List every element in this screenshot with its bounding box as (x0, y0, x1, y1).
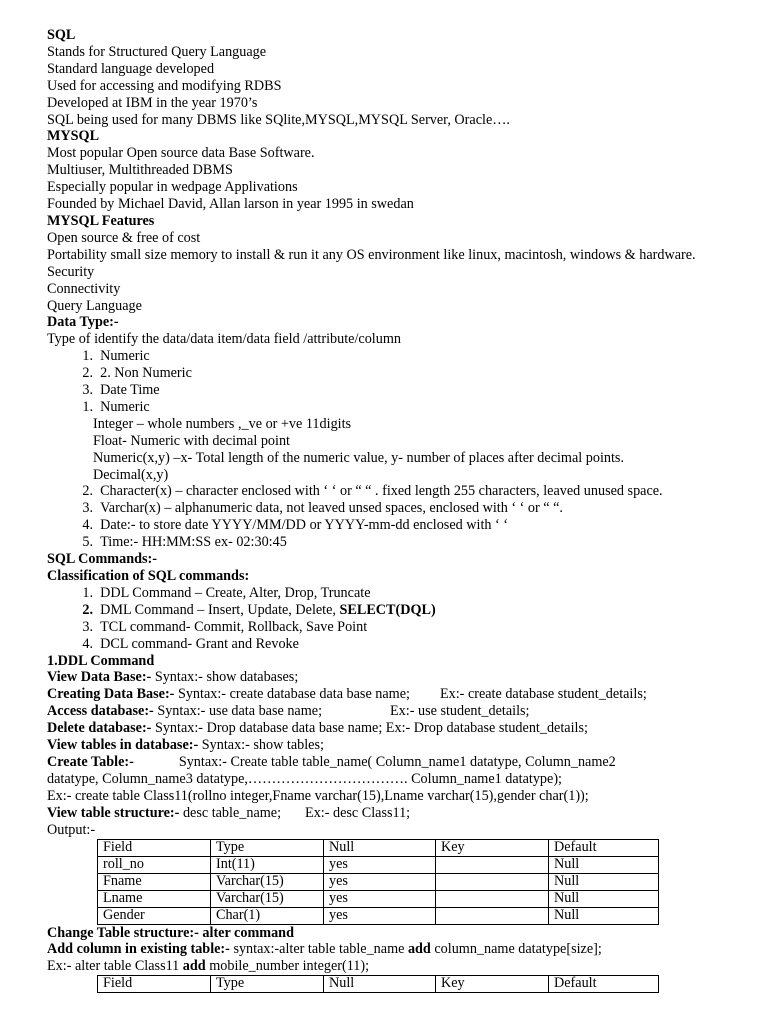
create-table-line-2: datatype, Column_name3 datatype,……………………………. Column_name1 datatype); (47, 770, 562, 787)
view-database-line: View Data Base:- Syntax:- show databases; (47, 669, 299, 686)
delete-database-line: Delete database:- Syntax:- Drop database data base name; Ex:- Drop database student_details; (47, 720, 588, 737)
ddl-heading: 1.DDL Command (47, 652, 155, 669)
alter-heading: Change Table structure:- alter command (47, 924, 294, 941)
table-row: Gender Char(1) yes Null (98, 907, 659, 924)
mysql-line: Founded by Michael David, Allan larson in year 1995 in swedan (47, 196, 414, 213)
create-table-example: Ex:- create table Class11(rollno integer,Fname varchar(15),Lname varchar(15),gender char(1)); (47, 787, 589, 804)
table-row: Lname Varchar(15) yes Null (98, 890, 659, 907)
features-line: Portability small size memory to install & run it any OS environment like linux, macintosh, windows & hardware. (47, 246, 696, 263)
mysql-line: Most popular Open source data Base Software. (47, 145, 315, 162)
list-item: 1. Numeric (82, 348, 150, 365)
view-tables-line: View tables in database:- Syntax:- show tables; (47, 737, 324, 754)
mysql-heading: MYSQL (47, 128, 100, 145)
document-page (47, 27, 737, 993)
commands-list (69, 585, 737, 653)
list-item: 1. DDL Command – Create, Alter, Drop, Truncate (82, 584, 371, 601)
table-row: roll_no Int(11) yes Null (98, 856, 659, 873)
mysql-line: Multiuser, Multithreaded DBMS (47, 162, 233, 179)
datatype-intro: Type of identify the data/data item/data field /attribute/column (47, 331, 401, 348)
numeric-sub-line: Decimal(x,y) (93, 466, 169, 483)
output-label: Output:- (47, 821, 96, 838)
table-row: Fname Varchar(15) yes Null (98, 873, 659, 890)
altered-structure-table (97, 975, 659, 993)
features-line: Query Language (47, 297, 142, 314)
commands-heading: SQL Commands:- (47, 551, 157, 568)
sql-line: Used for accessing and modifying RDBS (47, 77, 282, 94)
list-item: 4. DCL command- Grant and Revoke (82, 635, 299, 652)
datatype-heading: Data Type:- (47, 314, 119, 331)
list-item: 2. DML Command – Insert, Update, Delete, SELECT(DQL) (82, 601, 436, 618)
list-item: 1. Numeric (82, 398, 150, 415)
access-database-line: Access database:- Syntax:- use data base name; Ex:- use student_details; (47, 703, 530, 720)
sql-line: Developed at IBM in the year 1970’s (47, 94, 258, 111)
sql-line: Stands for Structured Query Language (47, 43, 267, 60)
sql-heading: SQL (47, 27, 76, 43)
list-item: 3. TCL command- Commit, Rollback, Save Point (82, 618, 368, 635)
add-column-example: Ex:- alter table Class11 add mobile_number integer(11); (47, 958, 370, 975)
datatype-list (69, 348, 737, 416)
datatype-list-2 (69, 483, 737, 551)
add-column-line: Add column in existing table:- syntax:-alter table table_name add column_name datatype[size]; (47, 941, 602, 958)
list-item: 5. Time:- HH:MM:SS ex- 02:30:45 (82, 534, 287, 551)
features-line: Security (47, 263, 95, 280)
view-structure-line: View table structure:- desc table_name; Ex:- desc Class11; (47, 804, 411, 821)
table-header-row: Field Type Null Key Default (98, 839, 659, 856)
numeric-sub-line: Float- Numeric with decimal point (93, 432, 291, 449)
create-table-line: Create Table:- Syntax:- Create table table_name( Column_name1 datatype, Column_name2 (47, 753, 616, 770)
features-line: Connectivity (47, 280, 121, 297)
structure-table (97, 839, 659, 925)
numeric-sublist (93, 416, 737, 484)
classification-heading: Classification of SQL commands: (47, 568, 250, 584)
list-item: 3. Varchar(x) – alphanumeric data, not leaved unsed spaces, enclosed with ‘ ‘ or “ “. (82, 500, 563, 517)
list-item: 2. 2. Non Numeric (82, 365, 192, 382)
sql-line: Standard language developed (47, 60, 215, 77)
list-item: 4. Date:- to store date YYYY/MM/DD or YYYY-mm-dd enclosed with ‘ ‘ (82, 517, 509, 534)
sql-line: SQL being used for many DBMS like SQlite,MYSQL,MYSQL Server, Oracle…. (47, 111, 510, 128)
list-item: 2. Character(x) – character enclosed with ‘ ‘ or “ “ . fixed length 255 characters, leaved unused space. (82, 483, 663, 500)
numeric-sub-line: Numeric(x,y) –x- Total length of the numeric value, y- number of places after decimal points. (93, 449, 624, 466)
numeric-sub-line: Integer – whole numbers ,_ve or +ve 11digits (93, 415, 352, 432)
features-heading: MYSQL Features (47, 212, 155, 229)
create-database-line: Creating Data Base:- Syntax:- create database data base name; Ex:- create database student_details; (47, 686, 647, 703)
table-header-row: Field Type Null Key Default (98, 976, 659, 993)
features-line: Open source & free of cost (47, 229, 201, 246)
list-item: 3. Date Time (82, 382, 160, 399)
mysql-line: Especially popular in wedpage Applivations (47, 179, 298, 196)
